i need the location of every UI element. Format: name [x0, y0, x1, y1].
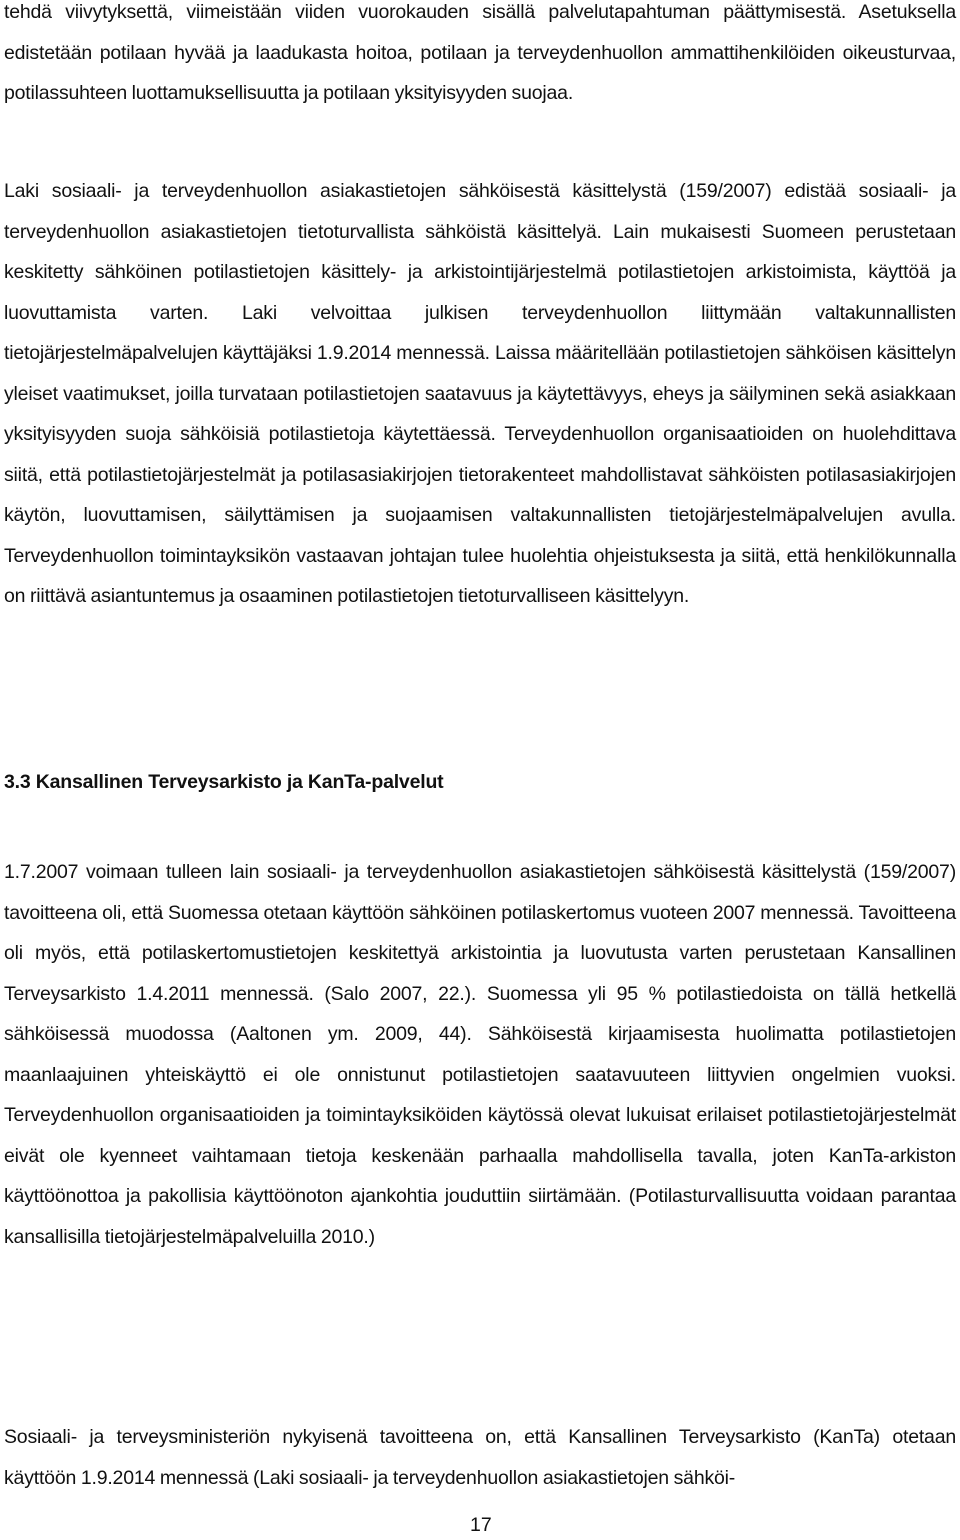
paragraph-asetus-continuation: tehdä viivytyksettä, viimeistään viiden vuorokauden sisällä palvelutapahtuman päättymisestä. Asetuksella edistetään potilaan hyvää ja laadukasta hoitoa, potilaan ja terveydenhuollon ammattihenkilöiden oikeusturvaa, potilassuhteen luottamuksellisuutta ja potilaan yksityisyyden suojaa.: [4, 1, 956, 104]
paragraph-asiakastietolaki: Laki sosiaali- ja terveydenhuollon asiakastietojen sähköisestä käsittelystä (159/2007) edistää sosiaali- ja terveydenhuollon asiakastietojen tietoturvallista sähköistä käsittelyä. Lain mukaisesti Suomeen perustetaan keskitetty sähköinen potilastietojen käsittely- ja arkistointijärjestelmä potilastietojen arkistoimista, käyttöä ja luovuttamista varten. Laki velvoittaa julkisen terveydenhuollon liittymään valtakunnallisten tietojärjestelmäpalvelujen käyttäjäksi 1.9.2014 mennessä. Laissa määritellään potilastietojen sähköisen käsittelyn yleiset vaatimukset, joilla turvataan potilastietojen saatavuus ja käytettävyys, eheys ja säilyminen sekä asiakkaan yksityisyyden suoja sähköisiä potilastietoja käytettäessä. Terveydenhuollon organisaatioiden on huolehdittava siitä, että potilastietojärjestelmät ja potilasasiakirjojen tietorakenteet mahdollistavat sähköisten potilasasiakirjojen käytön, luovuttamisen, säilyttämisen ja suojaamisen valtakunnallisten tietojärjestelmäpalvelujen avulla. Terveydenhuollon toimintayksikön vastaavan johtajan tulee huolehtia ohjeistuksesta ja siitä, että henkilökunnalla on riittävä asiantuntemus ja osaaminen potilastietojen tietoturvalliseen käsittelyyn.: [4, 180, 956, 607]
document-page: [4, 0, 956, 1539]
paragraph-kanta-background: 1.7.2007 voimaan tulleen lain sosiaali- ja terveydenhuollon asiakastietojen sähköisestä käsittelystä (159/2007) tavoitteena oli, että Suomessa otetaan käyttöön sähköinen potilaskertomus vuoteen 2007 mennessä. Tavoitteena oli myös, että potilaskertomustietojen keskitettyä arkistointia ja luovutusta varten perustetaan Kansallinen Terveysarkisto 1.4.2011 mennessä. (Salo 2007, 22.). Suomessa yli 95 % potilastiedoista on tällä hetkellä sähköisessä muodossa (Aaltonen ym. 2009, 44). Sähköisestä kirjaamisesta huolimatta potilastietojen maanlaajuinen yhteiskäyttö ei ole onnistunut potilastietojen saatavuuteen liittyvien ongelmien vuoksi. Terveydenhuollon organisaatioiden ja toimintayksiköiden käytössä olevat lukuisat erilaiset potilastietojärjestelmät eivät ole kyenneet vaihtamaan tietoja keskenään parhaalla mahdollisella tavalla, joten KanTa-arkiston käyttöönottoa ja pakollisia käyttöönoton ajankohtia jouduttiin siirtämään. (Potilasturvallisuutta voidaan parantaa kansallisilla tietojärjestelmäpalveluilla 2010.): [4, 861, 956, 1248]
paragraph-ministry-goal: Sosiaali- ja terveysministeriön nykyisenä tavoitteena on, että Kansallinen Terveysarkisto (KanTa) otetaan käyttöön 1.9.2014 mennessä (Laki sosiaali- ja terveydenhuollon asiakastietojen sähköi-: [4, 1426, 956, 1489]
page-number: 17: [470, 1514, 492, 1536]
section-heading-3-3: 3.3 Kansallinen Terveysarkisto ja KanTa-palvelut: [4, 771, 444, 793]
